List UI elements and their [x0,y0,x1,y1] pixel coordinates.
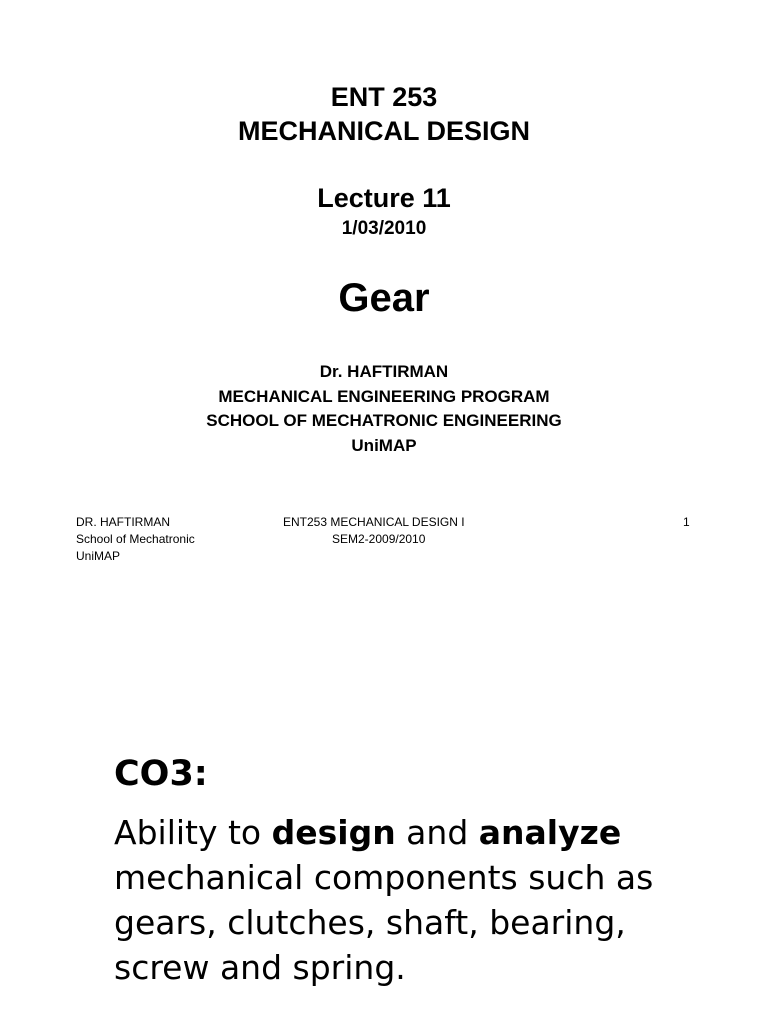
course-code: ENT 253 [330,82,438,112]
co-text-mid: and [395,813,479,852]
course-outcome-slide [0,560,768,1024]
lecture-topic: Gear [338,276,430,320]
co-text-line3: gears, clutches, shaft, bearing, [114,903,626,942]
footer-author: DR. HAFTIRMAN [76,515,170,529]
author-name: Dr. HAFTIRMAN [319,362,449,381]
co-text-design: design [271,813,396,852]
school-name: SCHOOL OF MECHATRONIC ENGINEERING [206,411,562,430]
footer-university: UniMAP [76,549,121,560]
university-name: UniMAP [351,436,417,455]
co-text-line2: mechanical components such as [114,858,654,897]
program-name: MECHANICAL ENGINEERING PROGRAM [218,387,550,406]
course-name: MECHANICAL DESIGN [237,116,531,146]
footer-school: School of Mechatronic [76,532,195,546]
co-text-prefix: Ability to [114,813,272,852]
footer-semester: SEM2-2009/2010 [332,532,426,546]
co-text-line4: screw and spring. [114,948,406,987]
footer-page-number: 1 [683,515,690,529]
co-text-analyze: analyze [478,813,622,852]
course-outcome-heading: CO3: [114,754,208,794]
course-outcome-text [114,810,734,990]
lecture-date: 1/03/2010 [341,218,427,239]
footer-course: ENT253 MECHANICAL DESIGN I [283,515,465,529]
lecture-number: Lecture 11 [317,183,451,213]
